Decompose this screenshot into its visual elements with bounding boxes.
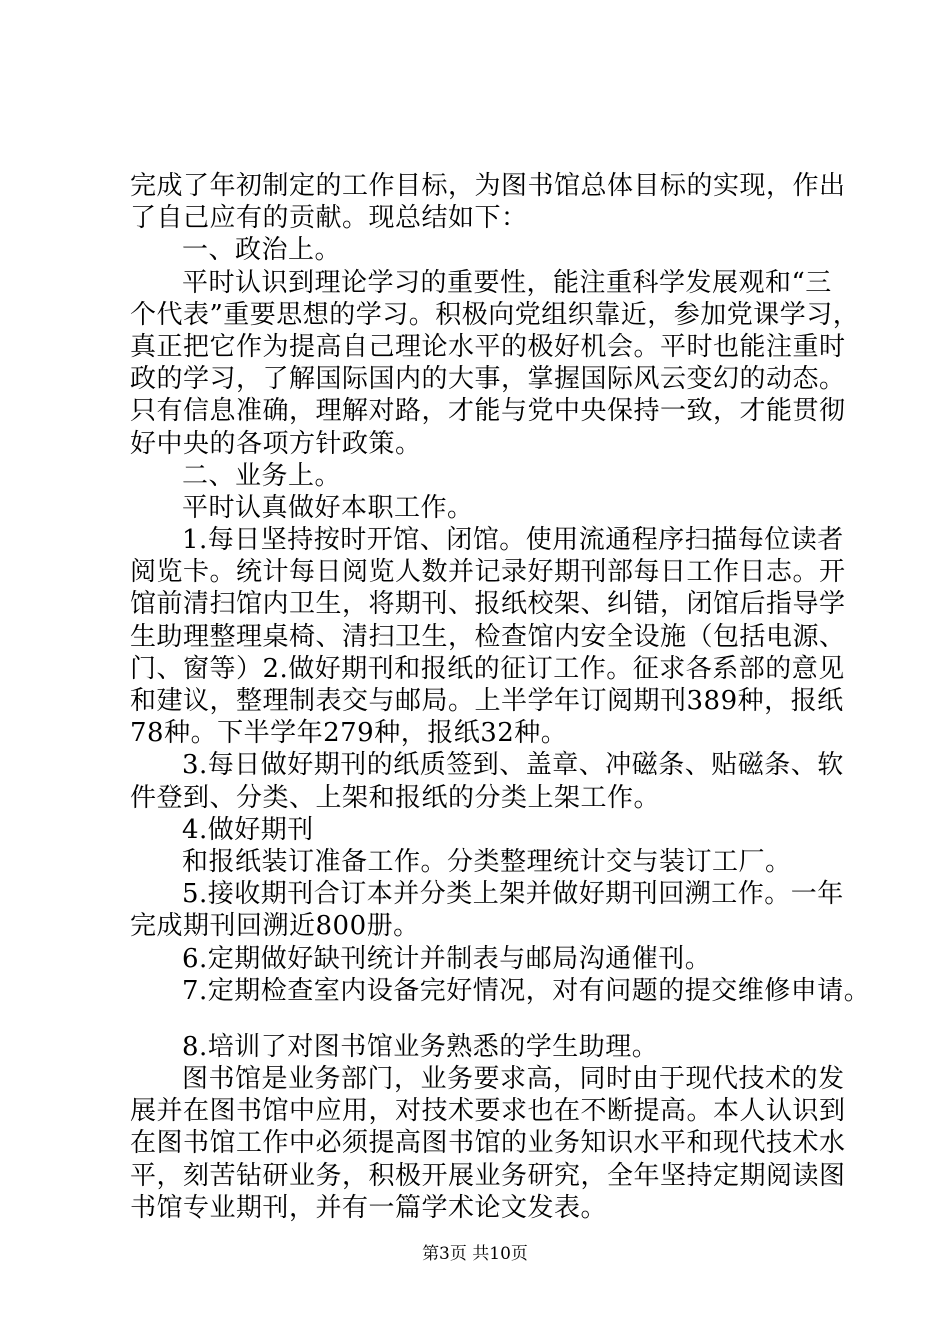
text-line: 真正把它作为提高自己理论水平的极好机会。平时也能注重时: [130, 331, 846, 362]
text-line: 完成了年初制定的工作目标，为图书馆总体目标的实现，作出: [130, 171, 846, 201]
text-line: 平时认识到理论学习的重要性，能注重科学发展观和“三: [182, 267, 832, 298]
text-line: 件登到、分类、上架和报纸的分类上架工作。: [130, 782, 661, 813]
text-line: 4.做好期刊: [182, 814, 314, 845]
text-line: 了自己应有的贡献。现总结如下：: [130, 203, 528, 234]
section-heading: 一、政治上。: [182, 235, 342, 266]
section-heading: 二、业务上。: [182, 460, 342, 491]
document-body: [130, 170, 871, 1224]
text-line: 在图书馆工作中必须提高图书馆的业务知识水平和现代技术水: [130, 1128, 846, 1159]
text-line: 1.每日坚持按时开馆、闭馆。使用流通程序扫描每位读者: [182, 525, 844, 556]
text-line: 生助理整理桌椅、清扫卫生，检查馆内安全设施（包括电源、: [130, 621, 846, 652]
text-line: 6.定期做好缺刊统计并制表与邮局沟通催刊。: [182, 943, 712, 974]
text-line: 政的学习，了解国际国内的大事，掌握国际风云变幻的动态。: [130, 364, 846, 395]
text-line: 和建议，整理制表交与邮局。上半学年订阅期刊389种，报纸: [130, 686, 844, 716]
text-line: 完成期刊回溯近800册。: [130, 911, 420, 942]
text-line: 只有信息准确，理解对路，才能与党中央保持一致，才能贯彻: [130, 396, 846, 427]
text-line: 3.每日做好期刊的纸质签到、盖章、冲磁条、贴磁条、软: [182, 750, 844, 781]
text-line: 7.定期检查室内设备完好情况，对有问题的提交维修申请。: [182, 975, 871, 1006]
paragraph-gap: [130, 1007, 850, 1031]
text-line: 馆前清扫馆内卫生，将期刊、报纸校架、纠错，闭馆后指导学: [130, 589, 846, 620]
text-line: 和报纸装订准备工作。分类整理统计交与装订工厂。: [182, 846, 792, 877]
text-line: 78种。下半学年279种，报纸32种。: [130, 718, 568, 749]
text-line: 展并在图书馆中应用，对技术要求也在不断提高。本人认识到: [130, 1096, 846, 1127]
text-line: 个代表”重要思想的学习。积极向党组织靠近，参加党课学习，: [130, 299, 860, 330]
text-line: 8.培训了对图书馆业务熟悉的学生助理。: [182, 1031, 659, 1062]
text-line: 阅览卡。统计每日阅览人数并记录好期刊部每日工作日志。开: [130, 557, 846, 588]
page-number: 第3页 共10页: [422, 1244, 528, 1264]
text-line: 书馆专业期刊，并有一篇学术论文发表。: [130, 1192, 608, 1223]
text-line: 图书馆是业务部门，业务要求高，同时由于现代技术的发: [182, 1064, 845, 1095]
text-line: 5.接收期刊合订本并分类上架并做好期刊回溯工作。一年: [182, 879, 844, 910]
text-line: 门、窗等）2.做好期刊和报纸的征订工作。征求各系部的意见: [130, 653, 845, 684]
text-line: 平时认真做好本职工作。: [182, 492, 474, 523]
text-line: 平，刻苦钻研业务，积极开展业务研究，全年坚持定期阅读图: [130, 1160, 846, 1191]
text-line: 好中央的各项方针政策。: [130, 428, 422, 459]
